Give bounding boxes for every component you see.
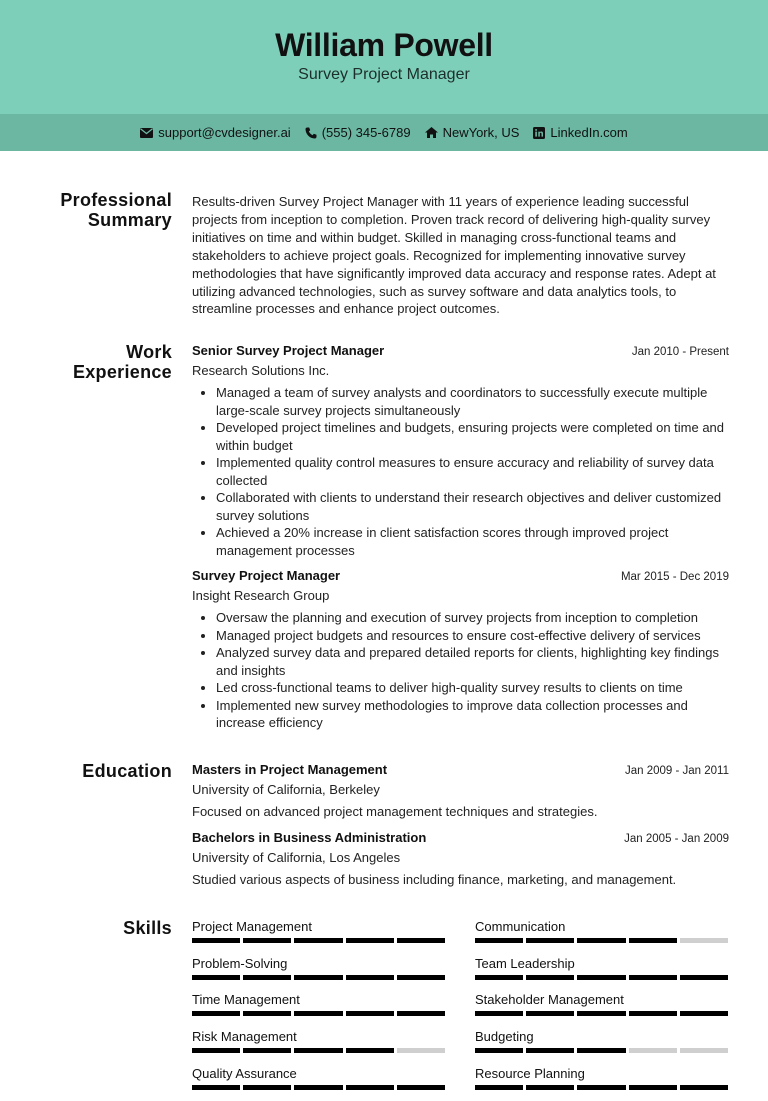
- location-text: NewYork, US: [442, 125, 520, 140]
- skill-item: [475, 955, 728, 992]
- skill-segment-filled: [526, 1011, 574, 1016]
- skill-segment-filled: [629, 1085, 677, 1090]
- skill-segment-filled: [577, 1011, 625, 1016]
- envelope-icon: [140, 128, 153, 138]
- linkedin-text: LinkedIn.com: [550, 125, 628, 140]
- skill-segment-filled: [294, 938, 342, 943]
- job-bullets: [192, 609, 729, 732]
- skill-segment-filled: [192, 1085, 240, 1090]
- bullet-item: • Oversaw the planning and execution of survey projects from inception to completion: [216, 609, 729, 627]
- skill-name: Stakeholder Management: [475, 992, 624, 1008]
- bullet-item: • Implemented quality control measures to ensure accuracy and reliability of survey data collected: [216, 454, 729, 489]
- summary-heading-line2: Summary: [87, 210, 172, 230]
- skill-segment-filled: [526, 938, 574, 943]
- skill-segment-filled: [243, 975, 291, 980]
- skill-segment-filled: [629, 938, 677, 943]
- skill-segment-filled: [577, 1048, 625, 1053]
- skill-segment-filled: [192, 1011, 240, 1016]
- skill-segment-empty: [397, 1048, 445, 1053]
- job-title: Senior Survey Project Manager: [192, 343, 385, 358]
- skill-segment-filled: [346, 975, 394, 980]
- summary-text: Results-driven Survey Project Manager with 11 years of experience leading successful projects from inception to completion. Proven track record of delivering high-quality survey initiatives on time and within budget. Skilled in managing cross-functional teams and stakeholders to achieve project goals. Recognized for implementing innovative survey methodologies that have significantly improved data accuracy and response rates. Adept at utilizing advanced technologies, such as survey software and data analytics tools, to streamline processes and enhance project outcomes.: [192, 194, 716, 317]
- skill-segment-filled: [192, 1048, 240, 1053]
- experience-heading-line1: Work: [126, 342, 172, 362]
- degree-title: Masters in Project Management: [192, 762, 388, 777]
- skill-segment-filled: [294, 1011, 342, 1016]
- skill-segment-filled: [397, 1011, 445, 1016]
- skill-segment-filled: [526, 1048, 574, 1053]
- skill-name: Team Leadership: [475, 955, 575, 971]
- summary-heading-line1: Professional: [60, 190, 172, 210]
- skill-segment-filled: [475, 1048, 523, 1053]
- skill-level-bar: [192, 1048, 445, 1053]
- skill-item: [192, 991, 445, 1028]
- skill-level-bar: [475, 1048, 728, 1053]
- experience-heading: [32, 342, 172, 382]
- skill-segment-filled: [577, 975, 625, 980]
- education-entry: [192, 829, 729, 888]
- skill-level-bar: [192, 1011, 445, 1016]
- bullet-item: • Collaborated with clients to understand their research objectives and deliver customized survey solutions: [216, 489, 729, 524]
- resume-header: [0, 0, 768, 114]
- bullet-item: • Achieved a 20% increase in client satisfaction scores through improved project management processes: [216, 524, 729, 559]
- skill-segment-filled: [629, 975, 677, 980]
- degree-title: Bachelors in Business Administration: [192, 830, 427, 845]
- education-entry: [192, 761, 729, 820]
- skill-segment-filled: [526, 1085, 574, 1090]
- skill-level-bar: [475, 1085, 728, 1090]
- bullet-item: • Developed project timelines and budgets, ensuring projects were completed on time and within budget: [216, 419, 729, 454]
- bullet-item: • Managed a team of survey analysts and coordinators to successfully execute multiple large-scale survey projects simultaneously: [216, 384, 729, 419]
- job-company: Research Solutions Inc.: [192, 363, 330, 378]
- skill-item: [475, 991, 728, 1028]
- bullet-item: • Implemented new survey methodologies to improve data collection processes and increase efficiency: [216, 697, 729, 732]
- linkedin-icon: [533, 127, 545, 139]
- skill-segment-filled: [346, 1011, 394, 1016]
- education-description: Studied various aspects of business including finance, marketing, and management.: [192, 872, 677, 887]
- skill-name: Risk Management: [192, 1029, 297, 1045]
- skill-segment-filled: [397, 1085, 445, 1090]
- skill-segment-filled: [680, 1011, 728, 1016]
- skill-segment-filled: [243, 938, 291, 943]
- skill-name: Time Management: [192, 992, 300, 1008]
- skill-segment-empty: [680, 1048, 728, 1053]
- skill-segment-filled: [346, 1048, 394, 1053]
- education-heading: Education: [82, 761, 172, 781]
- skill-level-bar: [192, 938, 445, 943]
- email-text: support@cvdesigner.ai: [158, 125, 291, 140]
- skill-item: [192, 1065, 445, 1101]
- skill-segment-filled: [475, 938, 523, 943]
- contact-phone[interactable]: [305, 125, 411, 140]
- skill-level-bar: [192, 975, 445, 980]
- skill-segment-filled: [346, 1085, 394, 1090]
- skill-segment-filled: [294, 975, 342, 980]
- skill-segment-filled: [475, 1011, 523, 1016]
- education-date: Jan 2009 - Jan 2011: [624, 765, 729, 777]
- job-date: Mar 2015 - Dec 2019: [620, 571, 729, 583]
- education-date: Jan 2005 - Jan 2009: [624, 833, 729, 845]
- school-name: University of California, Berkeley: [192, 782, 380, 797]
- skill-name: Quality Assurance: [192, 1065, 297, 1081]
- skill-name: Communication: [475, 919, 566, 934]
- phone-text: (555) 345-6789: [321, 125, 411, 140]
- candidate-name: William Powell: [275, 27, 493, 63]
- skill-segment-filled: [397, 938, 445, 943]
- job-entry: [192, 567, 729, 732]
- skill-name: Budgeting: [475, 1029, 534, 1045]
- skill-item: [192, 918, 445, 955]
- skill-segment-filled: [192, 975, 240, 980]
- phone-icon: [305, 127, 317, 139]
- skill-segment-filled: [243, 1011, 291, 1016]
- candidate-role: Survey Project Manager: [298, 66, 470, 83]
- skill-level-bar: [192, 1085, 445, 1090]
- summary-heading: [32, 190, 172, 230]
- job-entry: [192, 342, 729, 559]
- skill-segment-filled: [577, 938, 625, 943]
- skill-segment-filled: [629, 1011, 677, 1016]
- skill-item: [192, 1028, 445, 1065]
- job-bullets: [192, 384, 729, 559]
- skill-name: Resource Planning: [475, 1065, 585, 1081]
- job-date: Jan 2010 - Present: [631, 346, 729, 358]
- skill-item: [475, 918, 728, 955]
- skill-segment-filled: [475, 1085, 523, 1090]
- skill-segment-filled: [192, 938, 240, 943]
- skill-name: Project Management: [192, 919, 312, 934]
- skills-heading: Skills: [123, 918, 172, 938]
- skill-segment-empty: [629, 1048, 677, 1053]
- skill-segment-filled: [680, 975, 728, 980]
- skill-item: [192, 955, 445, 992]
- skill-segment-filled: [397, 975, 445, 980]
- contact-bar: [0, 114, 768, 151]
- skill-segment-filled: [577, 1085, 625, 1090]
- skill-segment-filled: [294, 1085, 342, 1090]
- school-name: University of California, Los Angeles: [192, 850, 401, 865]
- skill-segment-filled: [346, 938, 394, 943]
- skill-name: Problem-Solving: [192, 955, 288, 971]
- home-icon: [425, 127, 438, 138]
- skill-segment-filled: [294, 1048, 342, 1053]
- skill-segment-filled: [475, 975, 523, 980]
- skill-segment-filled: [243, 1048, 291, 1053]
- job-title: Survey Project Manager: [192, 568, 341, 583]
- skill-item: [475, 1028, 728, 1065]
- experience-heading-line2: Experience: [72, 362, 172, 382]
- bullet-item: • Analyzed survey data and prepared detailed reports for clients, highlighting key findings and insights: [216, 644, 729, 679]
- skill-level-bar: [475, 975, 728, 980]
- skills-grid: [192, 918, 729, 1101]
- skill-level-bar: [475, 1011, 728, 1016]
- skill-segment-filled: [680, 1085, 728, 1090]
- skill-segment-empty: [680, 938, 728, 943]
- skill-item: [475, 1065, 728, 1101]
- skill-segment-filled: [526, 975, 574, 980]
- skill-segment-filled: [243, 1085, 291, 1090]
- contact-linkedin[interactable]: [533, 125, 627, 140]
- contact-email[interactable]: [140, 125, 290, 140]
- education-description: Focused on advanced project management techniques and strategies.: [192, 804, 598, 819]
- skill-level-bar: [475, 938, 728, 943]
- bullet-item: • Managed project budgets and resources to ensure cost-effective delivery of services: [216, 627, 729, 645]
- contact-location: [425, 125, 520, 140]
- bullet-item: • Led cross-functional teams to deliver high-quality survey results to clients on time: [216, 679, 729, 697]
- job-company: Insight Research Group: [192, 588, 330, 603]
